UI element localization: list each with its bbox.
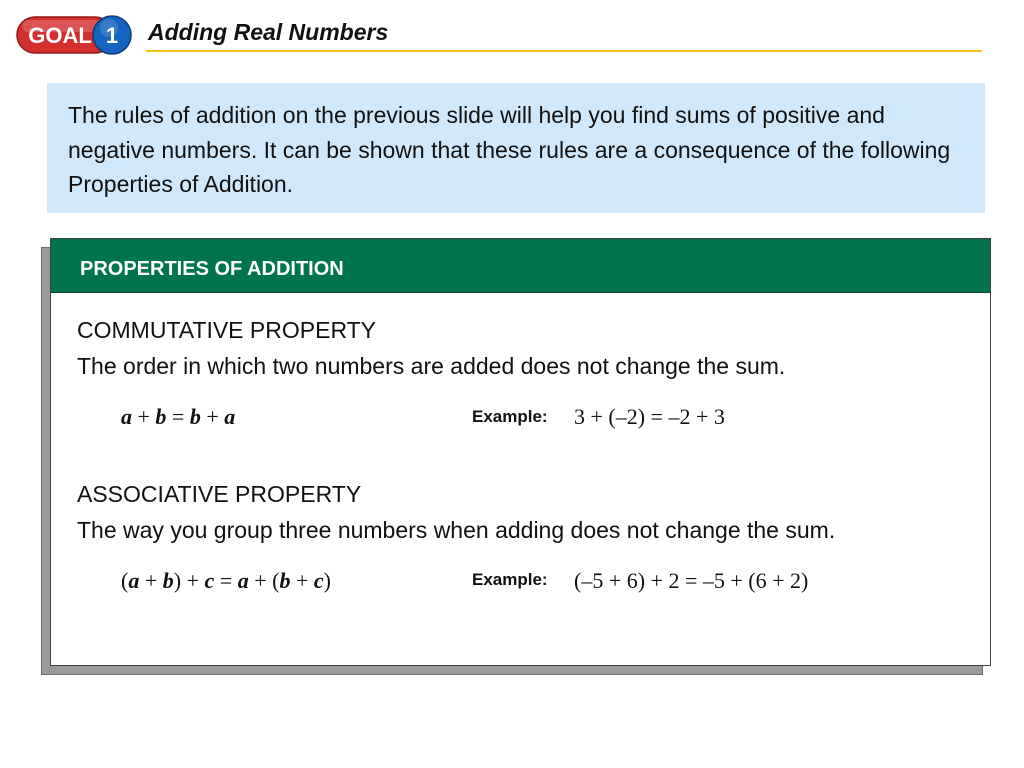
commutative-property-name: COMMUTATIVE PROPERTY	[77, 317, 377, 343]
title-underline	[146, 50, 982, 52]
panel-heading: PROPERTIES OF ADDITION	[80, 258, 344, 280]
goal-badge-number: 1	[105, 23, 119, 48]
commutative-property-description: The order in which two numbers are added does not change the sum.	[77, 353, 786, 379]
intro-text: The rules of addition on the previous slide will help you find sums of positive and negative numbers. It can be shown that these rules are a consequence of the following Properties of Addition.	[68, 102, 951, 197]
commutative-formula	[121, 404, 235, 430]
associative-formula-text: (a + b) + c = a + (b + c)	[121, 568, 331, 593]
slide-title: Adding Real Numbers	[148, 19, 389, 45]
properties-panel	[50, 238, 991, 666]
intro-box	[47, 83, 985, 213]
panel-header	[51, 239, 990, 293]
commutative-example-label: Example:	[472, 407, 548, 426]
associative-property-description: The way you group three numbers when adding does not change the sum.	[77, 517, 836, 543]
commutative-formula-text: a + b = b + a	[121, 404, 236, 429]
goal-badge	[16, 14, 134, 56]
associative-formula	[121, 568, 331, 594]
associative-example-label: Example:	[472, 570, 548, 589]
associative-property-name: ASSOCIATIVE PROPERTY	[77, 481, 362, 507]
associative-example: (–5 + 6) + 2 = –5 + (6 + 2)	[574, 568, 809, 593]
goal-badge-graphic	[16, 14, 134, 56]
commutative-example: 3 + (–2) = –2 + 3	[574, 404, 725, 429]
goal-badge-word: GOAL	[28, 23, 92, 48]
